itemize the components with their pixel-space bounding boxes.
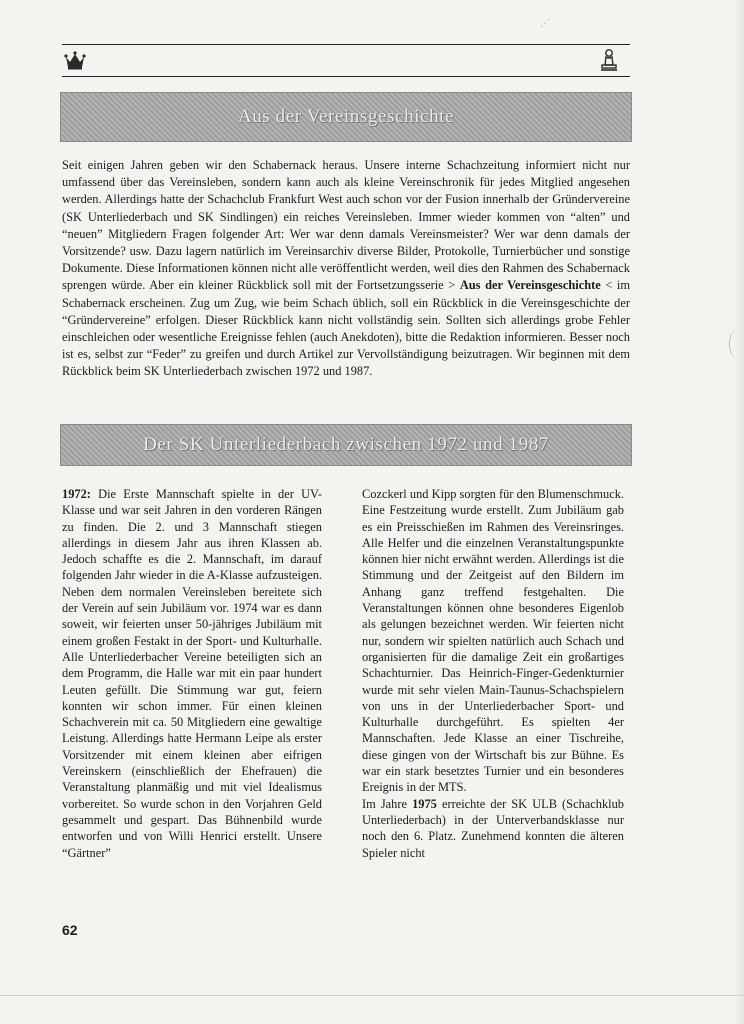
section-title: Aus der Vereinsgeschichte <box>237 106 455 127</box>
section-banner-ulb <box>60 424 632 466</box>
year-label: 1975 <box>412 796 437 811</box>
crown-icon <box>64 50 86 70</box>
intro-text-bold: Aus der Vereinsgeschichte <box>459 278 601 293</box>
intro-text-b: < im Schabernack erscheinen. Zug um Zug, wie beim Schach üblich, soll ein Rückblick in die Vereinsgeschichte der “Gründervereine” erfolgen. Dieser Rückblick kann nicht vollständig sein. Sollten sich allerdings grobe Fehler einschleichen oder wesentliche Ereignisse fehlen (auch Anekdoten), bitte die Redaktion informieren. Besser noch ist es, selbst zur “Feder” zu greifen und durch Artikel zur Vervollständigung beizutragen. Wir beginnen mit dem Rückblick beim SK Unterliederbach zwischen 1972 und 1987. <box>62 278 630 379</box>
intro-text-a: Seit einigen Jahren geben wir den Schabernack heraus. Unsere interne Schachzeitung informiert nicht nur umfassend über das Vereinsleben, sondern kann auch als kleine Vereinschronik für jedes Mitglied angesehen werden. Allerdings hatte der Schachclub Frankfurt West auch schon vor der Fusion innerhalb der Gründervereine (SK Unterliederbach und SK Sindlingen) ein reiches Vereinsleben. Immer wieder kommen von “alten” und “neuen” Mitgliedern Fragen folgender Art: Wer war denn damals Vereinsmeister? Wer war denn damals der Vorsitzende? usw. Dazu lagern natürlich im Vereinsarchiv diverse Bilder, Protokolle, Turnierbücher und sonstige Dokumente. Diese Informationen können nicht alle veröffentlicht werden, weil dies den Rahmen des Schabernack sprengen würde. Aber ein kleiner Rückblick soll mit der Fortsetzungsserie > <box>62 158 630 293</box>
right-column <box>362 486 624 861</box>
right-column-text-a: Cozckerl und Kipp sorgten für den Blumenschmuck. Eine Festzeitung wurde erstellt. Zum Jubiläum gab es ein Preisschießen im Rahmen des Vereinsringes. Alle Helfer und die einzelnen Veranstaltungspunkte können hier nicht erwähnt werden. Allerdings ist die Stimmung und der Zeitgeist auf den Bildern im Anhang ganz treffend festgehalten. Die Veranstaltungen können ohne besonderes Eigenlob als gelungen bezeichnet werden. Wir feierten nicht nur, sondern wir spielten natürlich auch Schach und organisierten für die damalige Zeit ein großartiges Schachturnier. Das Heinrich-Finger-Gedenkturnier wurde mit sehr vielen Main-Taunus-Schachspielern von uns in der Unterliederbacher Sport- und Kulturhalle durchgeführt. Es spielten 4er Mannschaften. Jede Klasse an einer Tischreihe, diese gingen von der Wirtschaft bis zur Bühne. Es war ein stark besetztes Turnier und ein besonderes Ereignis in der MTS. <box>362 487 624 795</box>
right-text-prefix: Im Jahre <box>362 796 407 811</box>
page-edge-shadow <box>734 0 744 1024</box>
section-banner-history <box>60 92 632 142</box>
right-column-text-b: erreichte der SK ULB (Schachklub Unterliederbach) in der Unterverbandsklasse nur noch den 6. Platz. Zunehmend konnten die älteren Spieler nicht <box>362 796 624 860</box>
header-rule-top <box>62 44 630 45</box>
year-label: 1972: <box>62 487 91 501</box>
left-column <box>62 486 322 861</box>
intro-paragraph <box>62 157 630 381</box>
chess-pawn-icon <box>598 48 620 72</box>
section-title: Der SK Unterliederbach zwischen 1972 und 1987 <box>143 434 549 455</box>
header-rule-bottom <box>62 76 630 77</box>
scan-artifact: ⋰ <box>540 18 550 29</box>
page-number: 62 <box>62 922 78 938</box>
left-column-text: Die Erste Mannschaft spielte in der UV-Klasse und war seit Jahren in den vorderen Rängen zu finden. Die 2. und 3 Mannschaft stiegen allerdings in diesem Jahr aus ihren Klassen ab. Jedoch schaffte es die 2. Mannschaft, im darauf folgenden Jahr wieder in die A-Klasse aufzusteigen. Neben dem normalen Vereinsleben bereitete sich der Verein auf sein Jubiläum vor. 1974 war es dann soweit, wir feierten unser 50-jähriges Jubiläum mit einem großen Festakt in der Sport- und Kulturhalle. Alle Unterliederbacher Vereine beteiligten sich an dem Programm, die Halle war mit ein paar hundert Leuten gefüllt. Die Stimmung war gut, feiern konnten wir schon immer. Für einen kleinen Schachverein mit ca. 50 Mitgliedern eine gewaltige Leistung. Allerdings hatte Hermann Leipe als erster Vorsitzender mit einem kleinen aber eifrigen Vereinskern (einschließlich der Ehefrauen) die Veranstaltung planmäßig und mit viel Idealismus vorbereitet. So wurde schon in den Vorjahren Geld gesammelt und gespart. Das Bühnenbild wurde entworfen und von Willi Henrici erstellt. Unsere “Gärtner” <box>62 487 322 860</box>
page-bottom-edge <box>0 995 744 996</box>
